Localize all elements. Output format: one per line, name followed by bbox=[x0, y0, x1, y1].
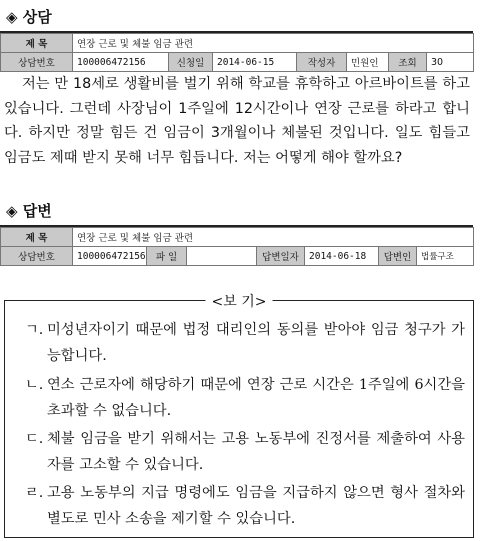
example-marker: ㄷ. bbox=[25, 431, 44, 447]
example-item-3 bbox=[25, 426, 465, 478]
counsel-question-text: 저는 만 18세로 생활비를 벌기 위해 학교를 휴학하고 아르바이트를 하고 있습니다. 그런데 사장님이 1주일에 12시간이나 연장 근로를 하라고 합니다. 하지만 정말 힘든 건 임금이 3개월이나 체불된 것입니다. 일도 힘들고 임금도 제때 받지 못해 너무 힘듭니다. 저는 어떻게 해야 할까요? bbox=[4, 76, 470, 166]
example-text: 고용 노동부의 지급 명령에도 임금을 지급하지 않으면 형사 절차와 별도로 민사 소송을 제기할 수 있습니다. bbox=[47, 485, 465, 527]
example-item-1 bbox=[25, 317, 465, 369]
counsel-date-label: 신청일 bbox=[169, 53, 213, 72]
answer-heading: ◈ 답변 bbox=[6, 202, 52, 220]
examples-box bbox=[4, 294, 474, 538]
counsel-heading: ◈ 상담 bbox=[6, 8, 52, 26]
counsel-title-label: 제 목 bbox=[1, 34, 73, 53]
example-text: 미성년자이기 때문에 법정 대리인의 동의를 받아야 임금 청구가 가능합니다. bbox=[47, 322, 465, 364]
examples-box-title: <보 기> bbox=[206, 291, 273, 311]
answer-title-value: 연장 근로 및 체불 임금 관련 bbox=[73, 228, 474, 247]
counsel-info-table bbox=[0, 33, 474, 72]
counsel-author-value: 민원인 bbox=[347, 53, 389, 72]
example-marker: ㄹ. bbox=[25, 485, 44, 501]
example-text: 연소 근로자에 해당하기 때문에 연장 근로 시간은 1주일에 6시간을 초과할 수 없습니다. bbox=[47, 377, 465, 419]
example-text: 체불 임금을 받기 위해서는 고용 노동부에 진정서를 제출하여 사용자를 고소할 수 있습니다. bbox=[47, 431, 465, 473]
example-marker: ㄱ. bbox=[25, 322, 44, 338]
counsel-number-value: 100006472156 bbox=[73, 53, 169, 72]
answer-answerer-label: 답변인 bbox=[379, 247, 417, 266]
counsel-views-value: 30 bbox=[427, 53, 474, 72]
counsel-views-label: 조회 bbox=[389, 53, 427, 72]
answer-number-value: 100006472156 bbox=[73, 247, 147, 266]
answer-answerer-value: 법률구조 bbox=[417, 247, 474, 266]
example-marker: ㄴ. bbox=[25, 377, 44, 393]
answer-title-label: 제 목 bbox=[1, 228, 73, 247]
counsel-number-label: 상담번호 bbox=[1, 53, 73, 72]
counsel-title-value: 연장 근로 및 체불 임금 관련 bbox=[73, 34, 474, 53]
answer-date-value: 2014-06-18 bbox=[305, 247, 379, 266]
answer-date-label: 답변일자 bbox=[257, 247, 305, 266]
answer-file-value bbox=[187, 247, 257, 266]
answer-info-table bbox=[0, 227, 474, 266]
answer-file-label: 파 일 bbox=[147, 247, 187, 266]
example-item-4 bbox=[25, 480, 465, 532]
counsel-date-value: 2014-06-15 bbox=[213, 53, 297, 72]
example-item-2 bbox=[25, 372, 465, 424]
answer-number-label: 상담번호 bbox=[1, 247, 73, 266]
counsel-author-label: 작성자 bbox=[297, 53, 347, 72]
